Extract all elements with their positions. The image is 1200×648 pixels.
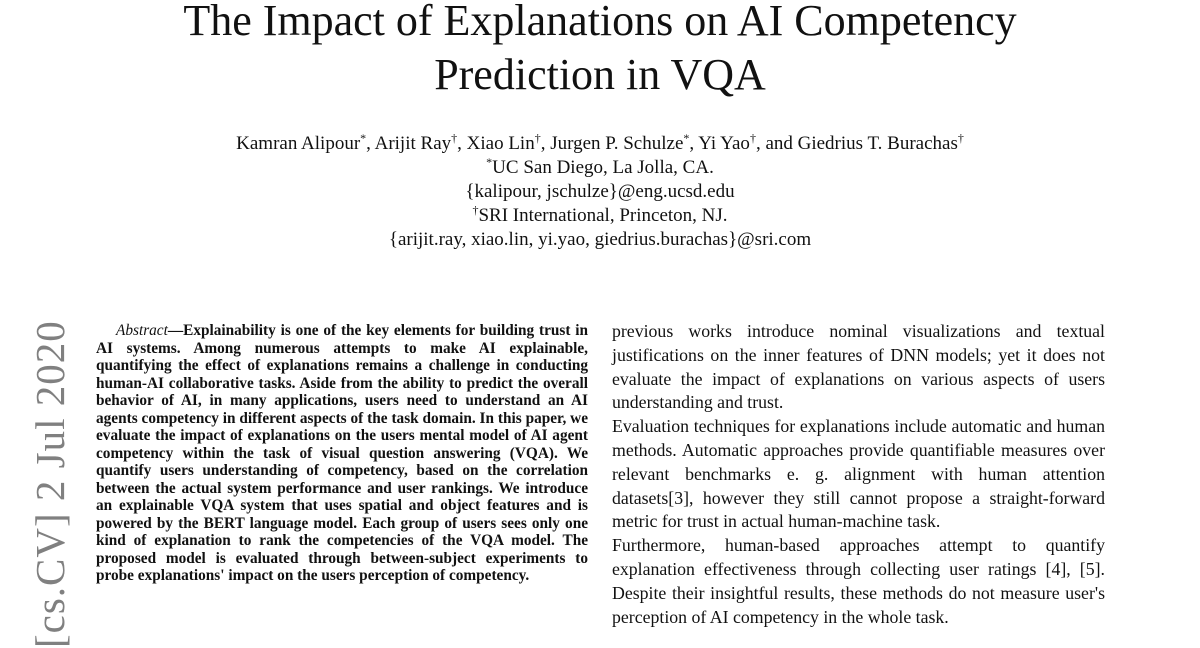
affiliation-mark: † — [534, 131, 541, 145]
author-separator: , — [755, 133, 766, 154]
author-names — [0, 132, 1200, 156]
author-name: Jurgen P. Schulze — [550, 133, 684, 154]
author-separator: , — [540, 133, 551, 154]
affiliation-mark: † — [451, 131, 458, 145]
affiliation-mark: * — [683, 131, 690, 145]
abstract-text: Explainability is one of the key elements for building trust in AI systems. Among numerous attempts to make AI explainable, quantifying the effect of explanations remains a challenge in conducting human-AI collaborative tasks. Aside from the ability to predict the overall behavior of AI, in many applications, users need to understand an AI agents competency in different aspects of the task domain. In this paper, we evaluate the impact of explanations on the users mental model of AI agent competency within the task of visual question answering (VQA). We quantify users understanding of competency, based on the correlation between the actual system performance and user rankings. We introduce an explainable VQA system that uses spatial and object features and is powered by the BERT language model. Each group of users sees only one kind of explanation to rank the competencies of the VQA model. The proposed model is evaluated through between-subject experiments to probe explanations' impact on the users perception of competency. — [96, 322, 588, 584]
affiliation-mark: * — [360, 131, 367, 145]
body-paragraph: Furthermore, human-based approaches attempt to quantify explanation effectiveness through collecting user ratings [4], [5]. Despite their insightful results, these methods do not measure user's perception of AI competency in the whole task. — [612, 535, 1105, 627]
affiliation-mark: † — [472, 203, 479, 217]
affiliation-mark: † — [749, 131, 756, 145]
author-name: Xiao Lin — [466, 133, 535, 154]
author-name: Giedrius T. Burachas — [797, 133, 958, 154]
author-name: Kamran Alipour — [236, 133, 361, 154]
email-ucsd: {kalipour, jschulze}@eng.ucsd.edu — [465, 181, 735, 202]
author-name: Yi Yao — [698, 133, 750, 154]
author-and: and — [765, 133, 798, 154]
paper-title — [0, 0, 1200, 102]
abstract-label: Abstract — [116, 322, 168, 339]
abstract-dash: — — [167, 322, 184, 339]
body-paragraph: previous works introduce nominal visualizations and textual justifications on the inner features of DNN models; yet it does not evaluate the impact of explanations on various aspects of users understanding and trust. — [612, 321, 1105, 413]
affiliation-sri — [0, 204, 1200, 228]
author-separator: , — [689, 133, 699, 154]
body-paragraph: Evaluation techniques for explanations include automatic and human methods. Automatic approaches provide quantifiable measures over relevant benchmarks e. g. alignment with human attention datasets[3], however they still cannot propose a straight-forward metric for trust in actual human-machine task. — [612, 416, 1105, 532]
arxiv-stamp: [cs.CV] 2 Jul 2020 — [27, 320, 73, 648]
affiliation-mark: † — [957, 131, 964, 145]
affiliation-ucsd — [0, 156, 1200, 180]
abstract — [96, 322, 588, 585]
author-separator: , — [366, 133, 375, 154]
title-line-1: The Impact of Explanations on AI Competency — [183, 0, 1017, 45]
affiliation-mark: * — [486, 155, 493, 169]
body-column-right — [612, 320, 1105, 629]
email-sri: {arijit.ray, xiao.lin, yi.yao, giedrius.burachas}@sri.com — [388, 229, 812, 250]
author-block — [0, 132, 1200, 252]
affiliation-ucsd-text: UC San Diego, La Jolla, CA. — [492, 157, 714, 178]
author-separator: , — [457, 133, 467, 154]
title-line-2: Prediction in VQA — [434, 50, 766, 99]
author-name: Arijit Ray — [374, 133, 452, 154]
affiliation-sri-text: SRI International, Princeton, NJ. — [478, 205, 728, 226]
